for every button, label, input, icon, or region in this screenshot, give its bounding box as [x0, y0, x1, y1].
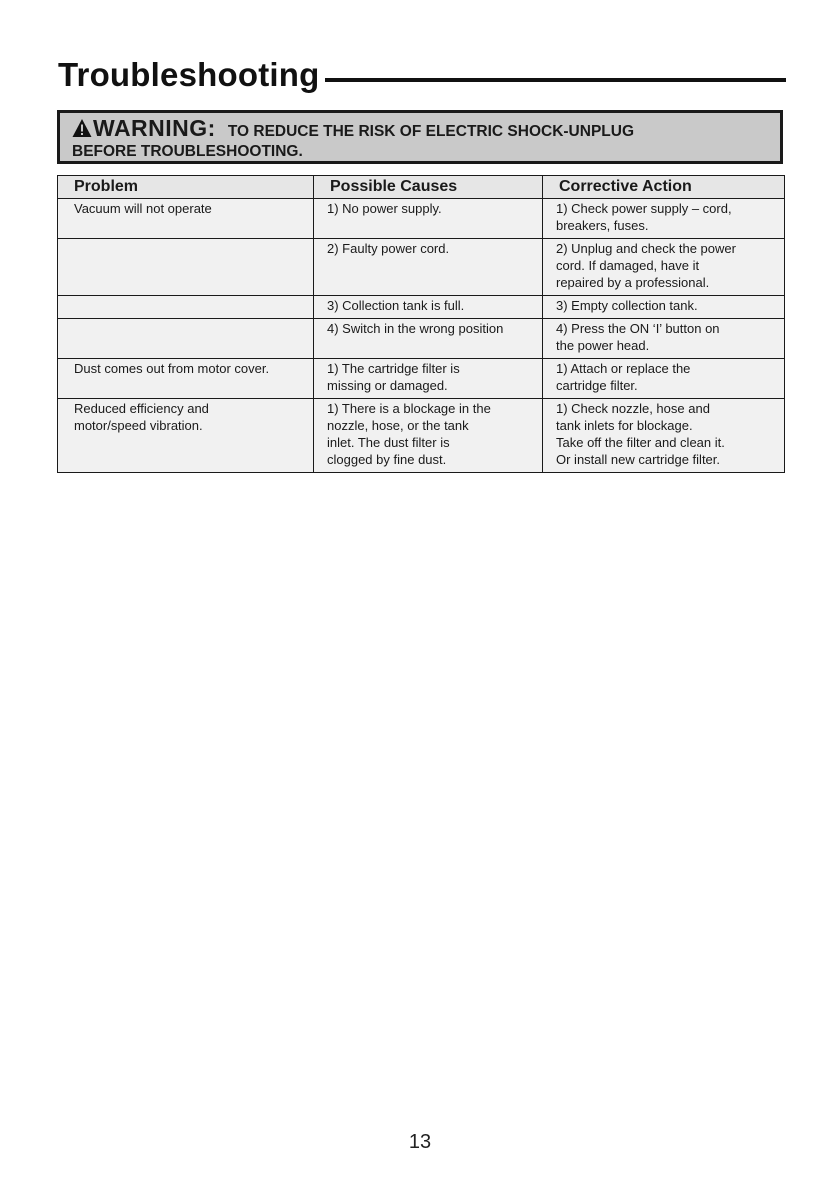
title-rule	[325, 78, 786, 82]
problem-cell	[58, 296, 314, 319]
problem-cell	[58, 319, 314, 359]
cause-cell	[314, 239, 543, 296]
cause-text: 1) The cartridge filter is missing or damaged.	[327, 361, 460, 393]
cause-cell	[314, 399, 543, 473]
table-row	[58, 199, 785, 239]
problem-cell	[58, 239, 314, 296]
problem-text: Reduced efficiency and motor/speed vibration.	[74, 401, 209, 433]
table-row	[58, 239, 785, 296]
action-cell	[543, 319, 785, 359]
table-row	[58, 319, 785, 359]
cause-cell	[314, 319, 543, 359]
cause-cell	[314, 199, 543, 239]
action-text: 1) Attach or replace the cartridge filter.	[556, 361, 691, 393]
action-cell	[543, 296, 785, 319]
problem-text: Vacuum will not operate	[74, 201, 212, 216]
warning-text-line-1: TO REDUCE THE RISK OF ELECTRIC SHOCK-UNPLUG	[227, 123, 634, 140]
warning-triangle-icon	[72, 118, 92, 138]
header-problem: Problem	[58, 176, 314, 199]
action-text: 4) Press the ON ‘I’ button on the power head.	[556, 321, 720, 353]
action-text: 1) Check nozzle, hose and tank inlets for blockage. Take off the filter and clean it. Or install new cartridge filter.	[556, 401, 725, 467]
problem-cell	[58, 399, 314, 473]
header-possible-causes: Possible Causes	[314, 176, 543, 199]
troubleshooting-table	[57, 175, 785, 473]
cause-text: 1) No power supply.	[327, 201, 442, 216]
action-cell	[543, 359, 785, 399]
action-cell	[543, 239, 785, 296]
warning-box	[57, 110, 783, 164]
warning-text-line-2: BEFORE TROUBLESHOOTING.	[72, 143, 303, 160]
action-text: 1) Check power supply – cord, breakers, fuses.	[556, 201, 732, 233]
action-text: 3) Empty collection tank.	[556, 298, 698, 313]
page-number: 13	[408, 1131, 432, 1153]
warning-word: WARNING:	[93, 115, 216, 141]
cause-text: 1) There is a blockage in the nozzle, hose, or the tank inlet. The dust filter is clogged by fine dust.	[327, 401, 491, 467]
cause-text: 3) Collection tank is full.	[327, 298, 465, 313]
action-text: 2) Unplug and check the power cord. If damaged, have it repaired by a professional.	[556, 241, 736, 290]
header-corrective-action: Corrective Action	[543, 176, 785, 199]
table-row	[58, 359, 785, 399]
page-title: Troubleshooting	[58, 56, 320, 93]
problem-cell	[58, 359, 314, 399]
cause-text: 4) Switch in the wrong position	[327, 321, 504, 336]
title-row	[58, 52, 786, 98]
problem-cell	[58, 199, 314, 239]
action-cell	[543, 399, 785, 473]
problem-text: Dust comes out from motor cover.	[74, 361, 270, 376]
action-cell	[543, 199, 785, 239]
cause-cell	[314, 296, 543, 319]
table-row	[58, 399, 785, 473]
warning-line-1	[72, 115, 634, 142]
cause-cell	[314, 359, 543, 399]
cause-text: 2) Faulty power cord.	[327, 241, 450, 256]
table-header-row	[58, 176, 785, 199]
table-row	[58, 296, 785, 319]
